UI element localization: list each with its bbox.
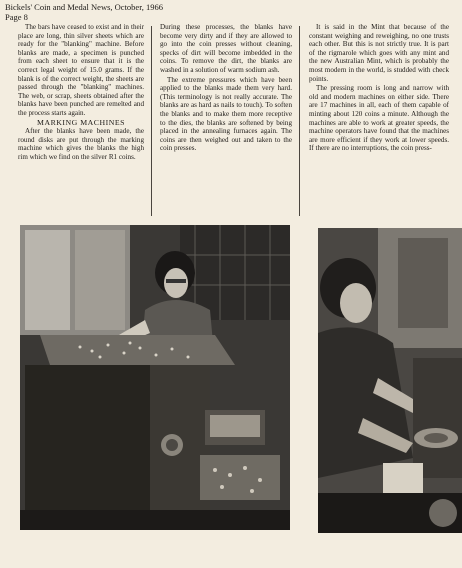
paragraph: The pressing room is long and narrow with old and modern machines on either side. There are 17 machines in all, each of them capable of minting about 120 coins a minute. Although the machines are able to work at greater speeds, the machine operators have found that the machines are more efficient if they work at lower speeds. If there are no interruptions, the coin press-	[309, 84, 449, 153]
section-heading: MARKING MACHINES	[37, 117, 125, 127]
article-column-1	[18, 23, 144, 223]
column-divider	[151, 26, 152, 216]
page-header	[5, 2, 163, 22]
paragraph: After the blanks have been made, the round disks are put through the marking machine which gives the blanks the high rim which we find on the silver R1 coins.	[18, 127, 144, 161]
page-number: Page 8	[5, 12, 28, 22]
column-divider	[299, 26, 300, 216]
photo-coin-press	[318, 228, 462, 533]
article-column-3	[309, 23, 449, 223]
article-column-2	[160, 23, 292, 223]
paragraph: It is said in the Mint that because of the constant weighing and reweighing, no one trusts each other. But this is not strictly true. It is part of the rigmarole which goes with any mint and the new Australian Mint, which is probably the most modern in the world, is studded with check points.	[309, 23, 449, 83]
paragraph: The extreme pressures which have been applied to the blanks made them very hard. (This terminology is not really accurate. The blanks are as hard as nails to touch). To soften the blanks and to make them more receptive to the dies, the blanks are softened by being placed in the annealing furnaces again. The coins are then weighed out and taken to the coin presses.	[160, 75, 292, 153]
paragraph: The bars have ceased to exist and in their place are long, thin silver sheets which are ready for the "blanking" machine. Before blanks are made, a specimen is punched from each sheet to ensure that it is the correct legal weight of 15.0 grams. If the blank is of the correct weight, the sheets are passed through the "blanking" machines. The web, or scrap, sheets obtained after the blanks have been punched are remelted and the process starts again.	[18, 23, 144, 117]
photo-blanking-machine	[20, 225, 290, 530]
photo-coin-press-image	[318, 228, 462, 533]
paragraph: During these processes, the blanks have become very dirty and if they are allowed to go into the coin presses without cleaning, specks of dirt will become imbedded in the coins. To remove the dirt, the blanks are washed in a solution of warm sodium ash.	[160, 23, 292, 74]
photo-blanking-machine-image	[20, 225, 290, 530]
publication-title: Bickels' Coin and Medal News, October, 1966	[5, 2, 163, 12]
